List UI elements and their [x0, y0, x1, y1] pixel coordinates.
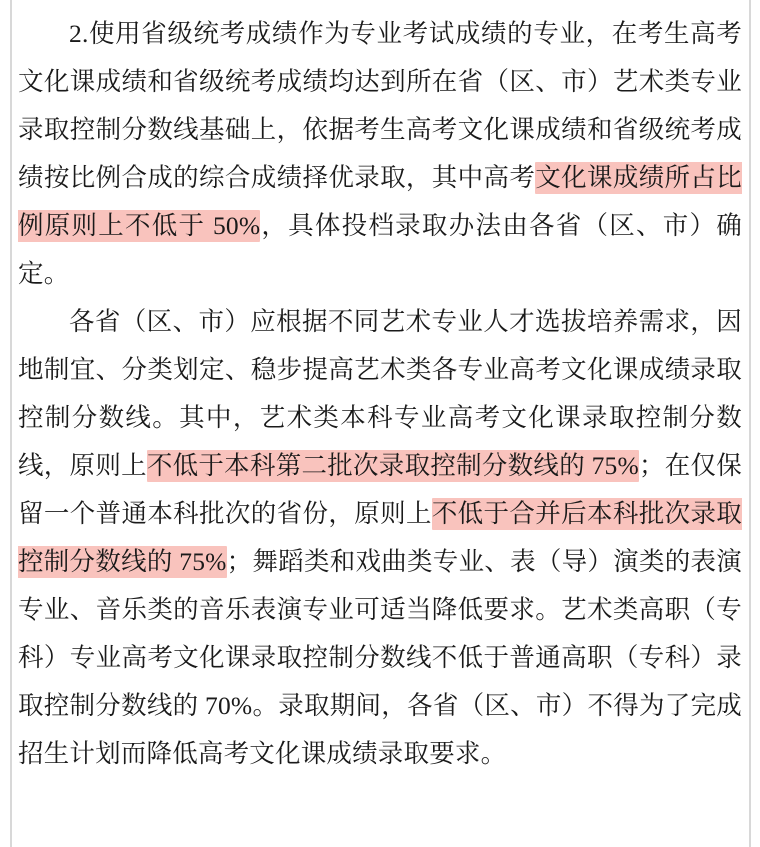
highlighted-text: 文化课成绩所占比例原则上不低于 50% [18, 163, 742, 240]
body-text: ，具体投档录取办法由各省（区、市）确定。 [18, 211, 742, 288]
highlighted-text: 不低于本科第二批次录取控制分数线的 75% [146, 451, 639, 480]
body-text: ；舞蹈类和戏曲类专业、表（导）演类的表演专业、音乐类的音乐表演专业可适当降低要求。艺术类高职（专科）专业高考文化课录取控制分数线不低于普通高职（专科）录取控制分数线的 70%。录取期间，各省（区、市）不得为了完成招生计划而降低高考文化课成绩录取要求。 [18, 547, 742, 768]
body-text: 各省（区、市）应根据不同艺术专业人才选拔培养需求，因地制宜、分类划定、稳步提高艺术类各专业高考文化课成绩录取控制分数线。其中，艺术类本科专业高考文化课录取控制分数线，原则上 [18, 307, 742, 480]
page-left-border [10, 0, 12, 847]
document-body [18, 10, 742, 778]
body-text: 2.使用省级统考成绩作为专业考试成绩的专业，在考生高考文化课成绩和省级统考成绩均达到所在省（区、市）艺术类专业录取控制分数线基础上，依据考生高考文化课成绩和省级统考成绩按比例合成的综合成绩择优录取，其中高考 [18, 19, 742, 192]
page-right-border [749, 0, 751, 847]
paragraph-1 [18, 10, 742, 298]
paragraph-2 [18, 298, 742, 778]
highlighted-text: 不低于合并后本科批次录取控制分数线的 75% [18, 499, 743, 576]
body-text: ；在仅保留一个普通本科批次的省份，原则上 [18, 451, 742, 528]
